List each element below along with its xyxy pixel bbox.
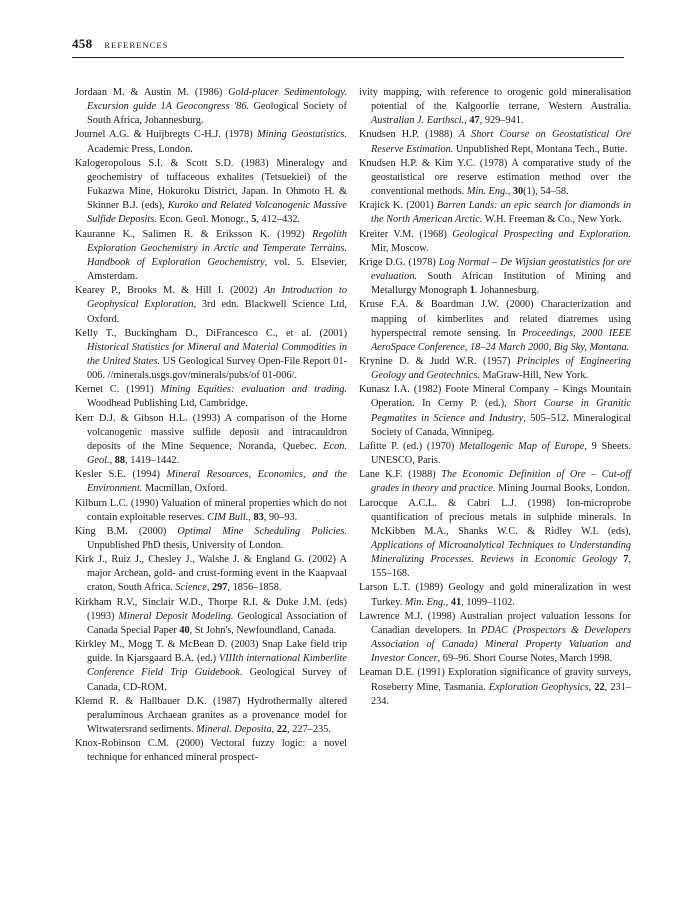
header-rule [72, 57, 624, 58]
reference-title: Min. Eng. [466, 186, 508, 198]
reference-title: PDAC (Prospectors & Developers Association of Canada) Mineral Property Valuation and Investor Concer [371, 624, 631, 665]
reference-title: Optimal Mine Scheduling Policies. [177, 525, 347, 537]
reference-text: Krajick K. (2001) [359, 200, 437, 212]
reference-title: Econ. Geol. [87, 440, 347, 467]
reference-entry [75, 553, 347, 595]
reference-text: Kruse F.A. & Boardman J.W. (2000) Characterization and mapping of kimberlites and related diatremes using hyperspectral remote sensing. In [359, 299, 631, 339]
reference-text: Geological Society of South Africa, Johannesburg. [87, 101, 347, 127]
reference-text: Kelly T., Buckingham D., DiFrancesco C., et al. (2001) [75, 327, 347, 339]
reference-text: . Johannesburg. [474, 285, 540, 297]
reference-title: Mining Equities: evaluation and trading. [160, 384, 347, 396]
reference-text: Journel A.G. & Huijbregts C-H.J. (1978) [75, 129, 258, 141]
reference-text: Woodhead Publishing Ltd, Cambridge. [87, 398, 248, 410]
reference-volume: 297 [211, 582, 228, 594]
reference-text: , 3rd edn. Blackwell Science Ltd, Oxford. [87, 299, 347, 325]
reference-entry [359, 666, 631, 708]
reference-text: , [271, 724, 277, 736]
reference-text: Unpublished PhD thesis, University of London. [87, 540, 284, 551]
reference-text: Knudsen H.P. & Kim Y.C. (1978) A comparative study of the geostatistical ore reserve estimation method over the conventional methods. [359, 157, 631, 198]
reference-text: , [507, 186, 513, 198]
reference-title: CIM Bull. [207, 511, 249, 523]
reference-text: , 1099–1102. [461, 596, 515, 608]
reference-text: , 1856–1858. [227, 582, 282, 594]
reference-volume: 30 [512, 186, 524, 198]
reference-text: Unpublished Rept, Montana Tech., Butte. [453, 143, 628, 155]
reference-volume: 1 [469, 285, 475, 297]
reference-title: Principles of Engineering Geology and Geotechnics. [371, 355, 631, 382]
reference-title: The Economic Definition of Ore – Cut-off grades in theory and practice. [371, 469, 631, 495]
reference-text: Kalogeropolous S.I. & Scott S.D. (1983) Mineralogy and geochemistry of tuffaceous exhalites (Tetsuekiei) of the Fukazwa Mine, Hokuroku District, Japan. In Ohmoto H. & Skinner B.J. (eds), [75, 157, 347, 212]
reference-volume: 41 [450, 596, 462, 608]
reference-entry [75, 468, 347, 496]
reference-entry [75, 737, 347, 765]
reference-text: , 1419–1442. [125, 455, 180, 467]
reference-text: Macmillan, Oxford. [142, 483, 228, 495]
reference-entry [75, 327, 347, 384]
reference-text: Lane K.F. (1988) [359, 469, 442, 481]
reference-text: Jordaan M. & Austin M. (1986) [75, 87, 229, 98]
reference-entry [359, 440, 631, 468]
reference-entry [359, 199, 631, 227]
reference-title: VIIIth international Kimberlite Conference Field Trip Guidebook. [87, 653, 347, 679]
reference-text: Leaman D.E. (1991) Exploration significance of gravity surveys, Roseberry Mine, Tasmania. [359, 667, 631, 693]
reference-entry [75, 412, 347, 469]
reference-text: Geological Survey of Canada, CD-ROM. [87, 667, 347, 693]
reference-title: A Short Course on Geostatistical Ore Reserve Estimation. [371, 129, 631, 155]
reference-entry [359, 355, 631, 383]
reference-volume: 22 [276, 724, 288, 736]
reference-text: , [109, 455, 115, 467]
reference-entry [359, 383, 631, 440]
reference-volume: 47 [469, 115, 480, 127]
reference-entry [75, 128, 347, 156]
reference-entry [75, 157, 347, 228]
reference-title: Log Normal – De Wijsian geostatistics for ore evaluation. [371, 256, 631, 283]
reference-entry [75, 383, 347, 411]
reference-volume: 40 [179, 624, 190, 636]
reference-text: South African Institution of Mining and Metallurgy Monograph [371, 271, 631, 297]
reference-title: Applications of Microanalytical Techniques to Understanding Mineralizing Processes. Reviews in Economic Geology [371, 540, 631, 566]
reference-text: , [445, 596, 451, 608]
reference-text: Larson L.T. (1989) Geology and gold mineralization in west Turkey. [359, 582, 631, 608]
reference-title: Mineral Resources, Economics, and the Environment. [87, 469, 347, 495]
reference-text: Econ. Geol. Monogr., [156, 214, 252, 226]
reference-text: Mining Journal Books, London. [495, 483, 630, 495]
reference-text: , 69–96. Short Course Notes, March 1998. [437, 653, 613, 665]
reference-text: Kirkham R.V., Sinclair W.D., Thorpe R.I. & Duke J.M. (eds) (1993) [75, 596, 347, 622]
reference-entry [75, 86, 347, 128]
reference-title: Proceedings, 2000 IEEE AeroSpace Conference, 18–24 March 2000, Big Sky, Montana. [371, 327, 632, 353]
reference-title: Barren Lands: an epic search for diamonds in the North American Arctic. [371, 200, 631, 226]
reference-entry [75, 695, 347, 737]
section-title: REFERENCES [104, 40, 169, 50]
reference-title: Short Course in Granitic Pegmatites in Science and Industry [371, 398, 632, 424]
reference-entry [75, 284, 347, 326]
reference-text: , [464, 115, 470, 127]
reference-text: , 505–512. Mineralogical Society of Canada, Winnipeg. [371, 412, 631, 438]
reference-entry [359, 468, 631, 496]
reference-text: , [248, 511, 254, 523]
reference-volume: 22 [594, 681, 605, 693]
reference-title: Mineral Deposit Modeling. [118, 610, 234, 622]
reference-title: Min. Eng. [404, 596, 446, 608]
right-column [359, 86, 631, 709]
reference-title: Australian J. Earthsci. [371, 115, 465, 127]
reference-title: Geological Prospecting and Exploration. [452, 228, 631, 240]
reference-title: Exploration Geophysics [488, 681, 589, 693]
reference-text: MaGraw-Hill, New York. [479, 370, 589, 382]
reference-text: ivity mapping, with reference to orogenic gold mineralisation potential of the Kalgoorlie terrane, Western Australia. [359, 87, 631, 113]
reference-entry [359, 157, 631, 199]
reference-text: Kesler S.E. (1994) [75, 469, 167, 481]
reference-text: , 227–235. [287, 724, 331, 736]
reference-text: , 9 Sheets. UNESCO, Paris. [371, 440, 631, 467]
reference-text: Larocque A.C.L. & Cabri L.J. (1998) Ion-microprobe quantification of precious metals in sulphide minerals. In McKibben M.A., Shanks W.C. & Ridley W.I. (eds), [359, 497, 631, 537]
reference-text: Kirk J., Ruiz J., Chesley J., Walshe J. & England G. (2002) A major Archean, gold- and crust-forming event in the Kaapvaal craton, South Africa. [75, 554, 347, 594]
reference-text: Kerr D.J. & Gibson H.L. (1993) A comparison of the Horne volcanogenic massive sulfide deposit and intracauldron deposits of the Mine Sequence, Noranda, Quebec. [75, 412, 347, 452]
reference-title: Gold-placer Sedimentology. Excursion guide 1A Geocongress '86. [87, 87, 347, 113]
reference-title: Science [175, 582, 207, 594]
reference-entry [75, 228, 347, 285]
reference-text: , [588, 681, 595, 693]
reference-title: An Introduction to Geophysical Exploration [87, 285, 347, 311]
reference-entry [359, 497, 631, 582]
reference-volume: 88 [114, 455, 126, 467]
reference-text: Geological Association of Canada Special Paper [87, 610, 347, 636]
reference-entry [75, 638, 347, 695]
running-head [72, 36, 622, 54]
reference-volume: 83 [253, 511, 264, 523]
reference-text: , [206, 582, 212, 594]
reference-title: Historical Statistics for Mineral and Material Commodities in the United States. [87, 341, 347, 367]
reference-text: Krige D.G. (1978) [359, 256, 439, 268]
reference-text: , St John's, Newfoundland, Canada. [189, 624, 337, 636]
reference-title: Mineral. Deposita [196, 724, 272, 736]
reference-entry [359, 228, 631, 256]
reference-text: Kunasz I.A. (1982) Foote Mineral Company – Kings Mountain Operation. In Cerny P. (ed.), [359, 384, 631, 410]
reference-text: Kreiter V.M. (1968) [359, 228, 453, 240]
reference-text: , 90–93. [263, 511, 298, 523]
reference-text: US Geological Survey Open-File Report 01-006. //minerals.usgs.gov/minerals/pubs/of 01-006/. [87, 355, 347, 382]
reference-text: Lafitte P. (ed.) (1970) [359, 440, 460, 452]
reference-text: , 929–941. [479, 115, 524, 127]
reference-entry [359, 128, 631, 156]
reference-text: Krynine D. & Judd W.R. (1957) [359, 355, 517, 367]
reference-text: King B.M. (2000) [75, 525, 178, 537]
reference-entry [359, 256, 631, 298]
reference-title: Mining Geostatistics. [257, 129, 348, 141]
left-column [75, 86, 347, 766]
reference-entry [359, 298, 631, 355]
reference-text: , 412–432. [256, 214, 301, 226]
reference-text: Kernet C. (1991) [75, 384, 161, 396]
reference-title: Kuroko and Related Volcanogenic Massive Sulfide Deposits. [87, 200, 347, 226]
reference-text: Klemd R. & Hallbauer D.K. (1987) Hydrothermally altered peraluminous Archaean granites as a provenance model for Witwatersrand sediments. [75, 695, 347, 736]
reference-text: , vol. 5. Elsevier, Amsterdam. [87, 256, 347, 283]
reference-text: (1), 54–58. [523, 186, 569, 198]
page-number: 458 [72, 36, 93, 51]
reference-text: Kauranne K., Salimen R. & Eriksson K. (1992) [75, 228, 313, 240]
reference-text: Knudsen H.P. (1988) [359, 129, 459, 141]
reference-text: Knox-Robinson C.M. (2000) Vectoral fuzzy logic: a novel technique for enhanced mineral prospect- [75, 738, 347, 764]
reference-volume: 5 [251, 214, 257, 226]
reference-entry [75, 497, 347, 525]
reference-entry [75, 525, 347, 553]
reference-text: , 231–234. [371, 681, 631, 707]
reference-entry [359, 86, 631, 128]
reference-title: Regolith Exploration Geochemistry in Arctic and Temperate Terrains. Handbook of Exploration Geochemistry [87, 228, 347, 268]
reference-text: Academic Press, London. [87, 143, 193, 155]
reference-entry [359, 581, 631, 609]
reference-text: Kearey P., Brooks M. & Hill I. (2002) [75, 285, 264, 297]
reference-text: W.H. Freeman & Co., New York. [482, 214, 622, 226]
reference-entry [75, 596, 347, 638]
reference-title: Metallogenic Map of Europe [459, 440, 585, 452]
reference-text: , 155–168. [371, 554, 632, 580]
reference-entry [359, 610, 631, 667]
reference-text: Kirkley M., Mogg T. & McBean D. (2003) Snap Lake field trip guide. In Kjarsgaard B.A. (ed.) [75, 639, 347, 665]
reference-text: Kilburn L.C. (1990) Valuation of mineral properties which do not contain exploitable reserves. [75, 497, 347, 523]
reference-text: Mir, Moscow. [371, 242, 429, 254]
reference-volume: 7 [623, 554, 629, 566]
reference-text: Lawrence M.J. (1998) Australian project valuation lessons for Canadian developers. In [359, 610, 631, 636]
